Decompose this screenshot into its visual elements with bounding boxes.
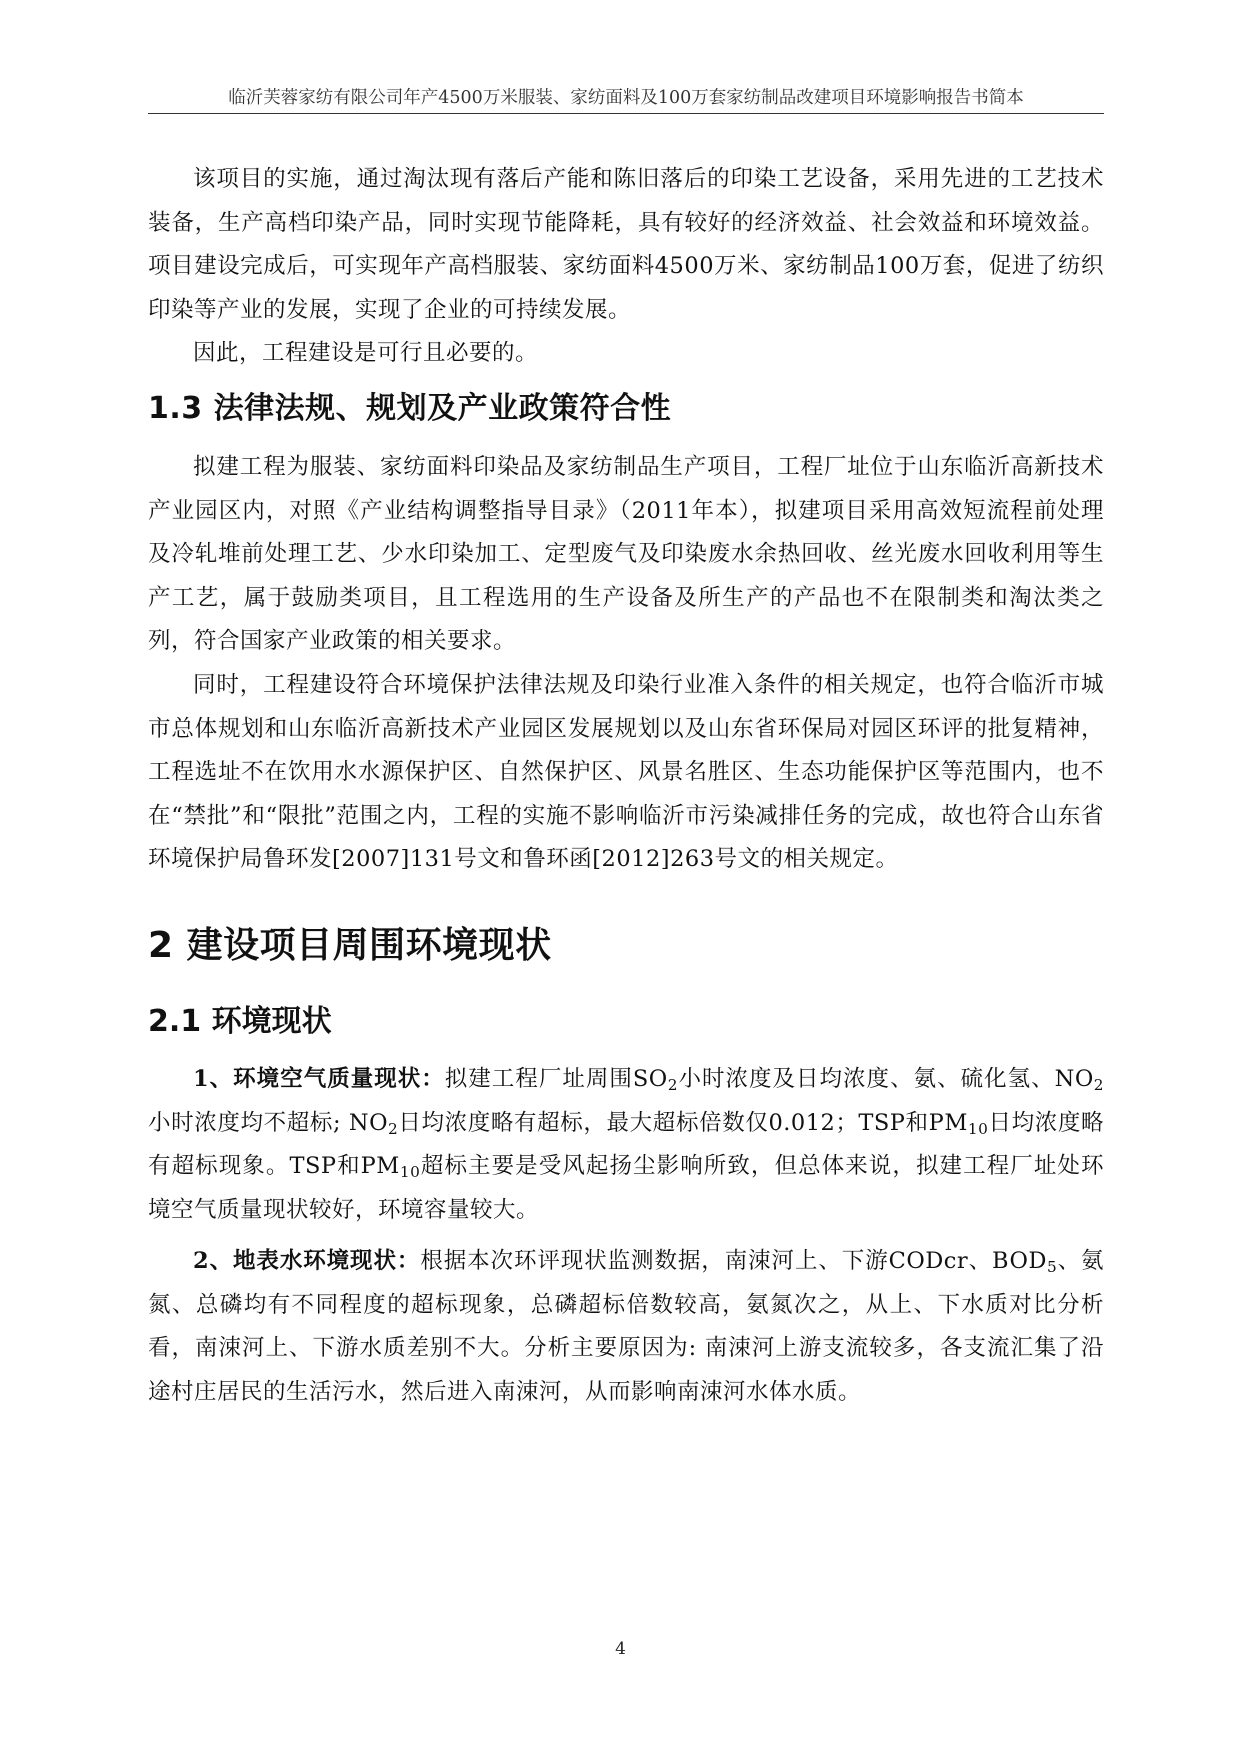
water-text-2: 、氨氮、总磷均有不同程度的超标现象，总磷超标倍数较高，氨氮次之，从上、下水质对比分析看，南涑河上、下游水质差别不大。分析主要原因为: 南涑河上游支流较多，各支流汇集了沿途村庄居民的生活污水，然后进入南涑河，从而影响南涑河水体水质。 (148, 1248, 1105, 1406)
page-number: 4 (615, 1639, 626, 1659)
chapter-2-heading: 2 建设项目周围环境现状 (148, 924, 552, 966)
air-text-2: 小时浓度及日均浓度、氨、硫化氢、NO (677, 1065, 1094, 1092)
intro-paragraph-1: 该项目的实施，通过淘汰现有落后产能和陈旧落后的印染工艺设备，采用先进的工艺技术装备，生产高档印染产品，同时实现节能降耗，具有较好的经济效益、社会效益和环境效益。项目建设完成后，可实现年产高档服装、家纺面料4500万米、家纺制品100万套，促进了纺织印染等产业的发展，实现了企业的可持续发展。 (148, 166, 1104, 323)
section-1-3-paragraph-1: 拟建工程为服装、家纺面料印染品及家纺制品生产项目，工程厂址位于山东临沂高新技术产业园区内，对照《产业结构调整指导目录》（2011年本），拟建项目采用高效短流程前处理及冷轧堆前处理工艺、少水印染加工、定型废气及印染废水余热回收、丝光废水回收利用等生产工艺，属于鼓励类项目，且工程选用的生产设备及所生产的产品也不在限制类和淘汰类之列，符合国家产业政策的相关要求。 (148, 453, 1104, 655)
air-text-5: 日均浓度略有超标现象。TSP和PM (148, 1109, 1104, 1180)
air-sub-3: 2 (388, 1119, 399, 1138)
intro-paragraph-2: 因此，工程建设是可行且必要的。 (193, 340, 539, 367)
air-text-4: 日均浓度略有超标，最大超标倍数仅0.012；TSP和PM (398, 1109, 968, 1136)
air-sub-2: 2 (1093, 1075, 1105, 1094)
air-quality-lead: 1、环境空气质量现状： (193, 1065, 445, 1092)
air-sub-1: 2 (667, 1075, 678, 1094)
header-rule (148, 113, 1104, 114)
water-text-1: 根据本次环评现状监测数据，南涑河上、下游CODcr、BOD (420, 1248, 1047, 1275)
section-1-3-paragraph-2: 同时，工程建设符合环境保护法律法规及印染行业准入条件的相关规定，也符合临沂市城市总体规划和山东临沂高新技术产业园区发展规划以及山东省环保局对园区环评的批复精神，工程选址不在饮用水水源保护区、自然保护区、风景名胜区、生态功能保护区等范围内，也不在“禁批”和“限批”范围之内，工程的实施不影响临沂市污染减排任务的完成，故也符合山东省环境保护局鲁环发[2007]131号文和鲁环函[2012]263号文的相关规定。 (148, 671, 1104, 873)
air-sub-5: 10 (399, 1162, 421, 1181)
section-2-1-heading: 2.1 环境现状 (148, 1003, 332, 1039)
air-sub-4: 10 (967, 1119, 989, 1138)
surface-water-paragraph (148, 1240, 1104, 1414)
air-text-1: 拟建工程厂址周围SO (444, 1065, 668, 1092)
running-header: 临沂芙蓉家纺有限公司年产4500万米服装、家纺面料及100万套家纺制品改建项目环境影响报告书简本 (228, 88, 1024, 108)
section-1-3-heading: 1.3 法律法规、规划及产业政策符合性 (148, 390, 672, 426)
surface-water-lead: 2、地表水环境现状： (193, 1248, 421, 1275)
air-text-3: 小时浓度均不超标; NO (148, 1109, 389, 1136)
water-sub-1: 5 (1046, 1258, 1058, 1277)
page-content (148, 158, 1104, 1415)
air-quality-paragraph (148, 1058, 1104, 1232)
paragraph-gap (148, 1232, 1104, 1240)
air-text-6: 超标主要是受风起扬尘影响所致，但总体来说，拟建工程厂址处环境空气质量现状较好，环境容量较大。 (148, 1153, 1104, 1223)
